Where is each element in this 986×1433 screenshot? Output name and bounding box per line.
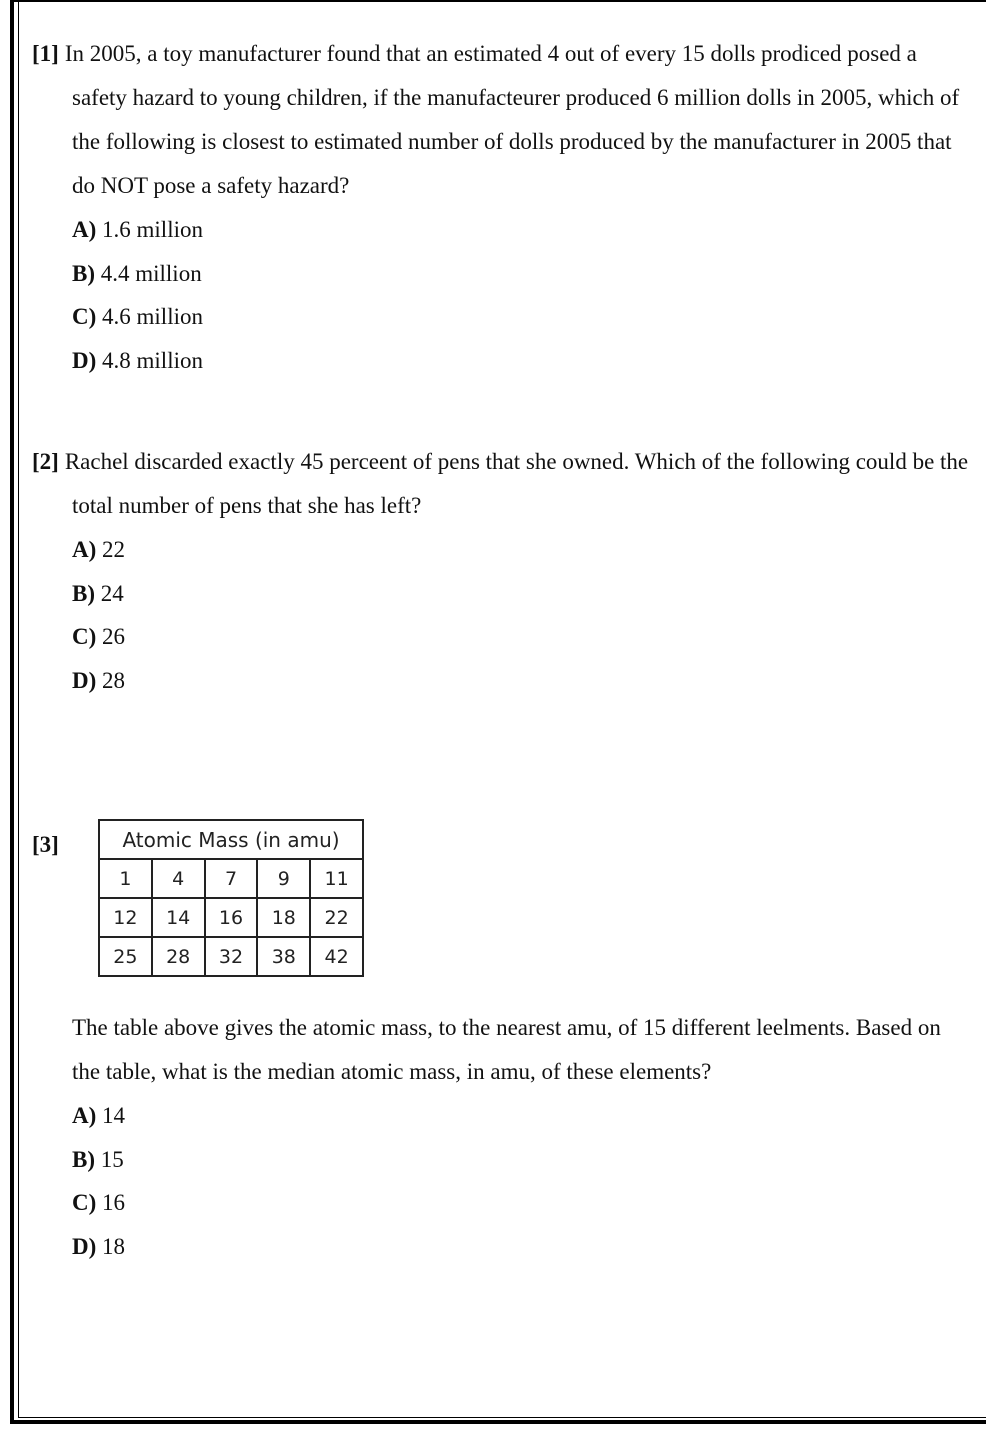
question-text: In 2005, a toy manufacturer found that an estimated 4 out of every 15 dolls prodiced posed a safety hazard to young children, if the manufacteurer produced 6 million dolls in 2005, which of the following is closest to estimated number of dolls produced by the manufacturer in 2005 that do NOT pose a safety hazard? [64, 41, 960, 198]
table-cell: 11 [310, 859, 363, 898]
question-number: [1] [32, 41, 59, 66]
table-cell: 22 [310, 898, 363, 937]
table-title: Atomic Mass (in amu) [99, 820, 363, 859]
question-number: [3] [32, 832, 59, 857]
table-row [99, 859, 363, 898]
option-a[interactable]: A) 1.6 million [72, 217, 203, 242]
option-d[interactable]: D) 18 [72, 1233, 126, 1259]
option-a[interactable]: A) 22 [72, 537, 126, 562]
table-cell: 42 [310, 937, 363, 976]
option-c[interactable]: C) 4.6 million [72, 304, 203, 329]
option-b[interactable]: B) 4.4 million [72, 260, 202, 286]
table-row [99, 898, 363, 937]
question-stem [32, 32, 972, 208]
option-d[interactable]: D) 4.8 million [72, 347, 203, 373]
option-b[interactable]: B) 15 [72, 1146, 124, 1172]
answer-options [32, 528, 972, 702]
question-number: [2] [32, 449, 59, 474]
table-cell: 9 [257, 859, 310, 898]
table-cell: 32 [205, 937, 258, 976]
table-cell: 28 [152, 937, 205, 976]
table-row [99, 937, 363, 976]
question-stem [32, 440, 972, 528]
question-text: Rachel discarded exactly 45 perceent of pens that she owned. Which of the following could be the total number of pens that she has left? [64, 449, 969, 518]
option-c[interactable]: C) 26 [72, 624, 126, 649]
table-cell: 1 [99, 859, 152, 898]
table-cell: 14 [152, 898, 205, 937]
question-text: The table above gives the atomic mass, to the nearest amu, of 15 different leelments. Based on the table, what is the median atomic mass, in amu, of these elements? [72, 1015, 941, 1084]
table-cell: 25 [99, 937, 152, 976]
table-cell: 18 [257, 898, 310, 937]
table-cell: 38 [257, 937, 310, 976]
answer-options [32, 208, 972, 382]
option-b[interactable]: B) 24 [72, 580, 124, 606]
table-cell: 4 [152, 859, 205, 898]
question-3 [32, 1006, 972, 1268]
option-c[interactable]: C) 16 [72, 1190, 126, 1215]
option-a[interactable]: A) 14 [72, 1103, 126, 1128]
table-cell: 16 [205, 898, 258, 937]
question-stem [32, 1006, 972, 1094]
table-cell: 12 [99, 898, 152, 937]
answer-options [32, 1094, 972, 1268]
question-1 [32, 32, 972, 382]
table-cell: 7 [205, 859, 258, 898]
atomic-mass-table [98, 819, 364, 977]
question-2 [32, 440, 972, 702]
option-d[interactable]: D) 28 [72, 667, 126, 693]
